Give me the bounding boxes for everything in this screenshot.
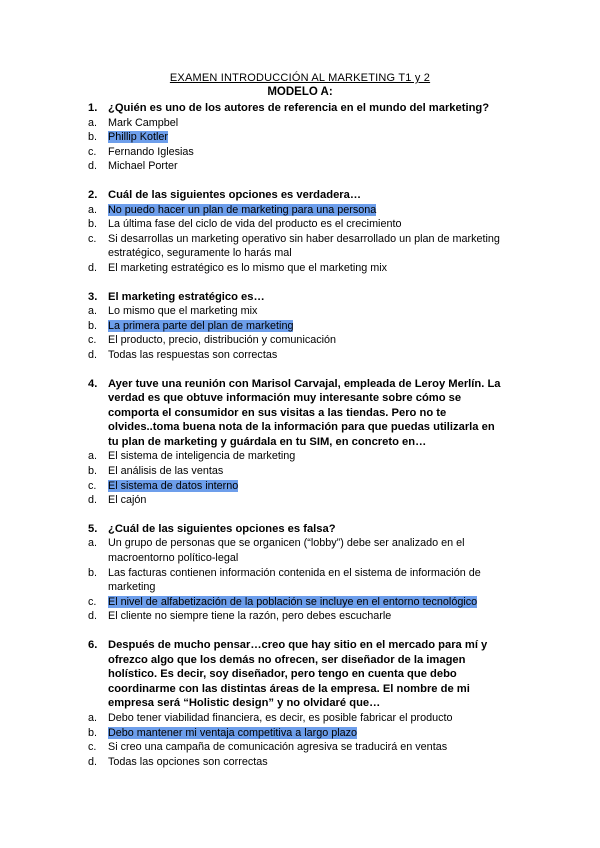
option-text: Un grupo de personas que se organicen (“lobby”) debe ser analizado en el macroentorno político-legal	[108, 537, 465, 565]
option-b-highlighted[interactable]	[88, 726, 508, 741]
option-letter: a.	[88, 450, 98, 463]
option-text: El nivel de alfabetización de la población se incluye en el entorno tecnológico	[108, 595, 478, 608]
option-text: Fernando Iglesias	[108, 145, 194, 158]
question-3	[88, 290, 508, 363]
option-list	[88, 536, 508, 624]
option-c[interactable]	[88, 232, 508, 261]
option-letter: c.	[88, 232, 97, 245]
question-number: 4.	[88, 377, 98, 390]
question-6	[88, 638, 508, 769]
option-letter: d.	[88, 755, 98, 768]
question-number: 6.	[88, 639, 98, 651]
option-letter: c.	[88, 741, 97, 754]
option-text: Todas las respuestas son correctas	[108, 348, 278, 361]
option-letter: a.	[88, 203, 98, 216]
option-a-highlighted[interactable]	[88, 203, 508, 218]
option-letter: d.	[88, 261, 98, 274]
option-list	[88, 203, 508, 276]
option-letter: c.	[88, 479, 97, 492]
option-text: Michael Porter	[108, 160, 178, 173]
option-text: El producto, precio, distribución y comunicación	[108, 334, 337, 347]
option-text: El sistema de datos interno	[108, 479, 239, 492]
option-text: El sistema de inteligencia de marketing	[108, 450, 296, 463]
option-text: El cajón	[108, 494, 147, 507]
option-b[interactable]	[88, 566, 508, 595]
option-d[interactable]	[88, 159, 508, 174]
question-5	[88, 522, 508, 624]
question-stem	[88, 377, 508, 450]
option-letter: b.	[88, 726, 98, 739]
option-letter: a.	[88, 537, 98, 550]
option-text: Si desarrollas un marketing operativo sin haber desarrollado un plan de marketing estratégico, seguramente lo harás mal	[108, 232, 500, 260]
question-text: ¿Cuál de las siguientes opciones es falsa?	[108, 522, 336, 535]
question-text: Ayer tuve una reunión con Marisol Carvajal, empleada de Leroy Merlín. La verdad es que obtuve información muy interesante sobre cómo se comporta el consumidor en sus visitas a las tiendas. Pero no te olvides..toma buena nota de la información para que puedas utilizarla en tu plan de marketing y guárdala en tu SIM, en concreto en…	[108, 377, 501, 448]
option-letter: b.	[88, 465, 98, 478]
option-letter: b.	[88, 131, 98, 144]
option-a[interactable]	[88, 304, 508, 319]
question-stem	[88, 522, 508, 537]
option-text: Mark Campbel	[108, 116, 179, 129]
option-c[interactable]	[88, 333, 508, 348]
option-letter: d.	[88, 494, 98, 507]
option-text: Debo mantener mi ventaja competitiva a largo plazo	[108, 726, 358, 739]
option-c[interactable]	[88, 740, 508, 755]
option-d[interactable]	[88, 755, 508, 770]
option-text: El análisis de las ventas	[108, 465, 224, 478]
option-text: Debo tener viabilidad financiera, es decir, es posible fabricar el producto	[108, 711, 453, 724]
option-letter: c.	[88, 334, 97, 347]
option-a[interactable]	[88, 116, 508, 131]
option-letter: b.	[88, 319, 98, 332]
option-b-highlighted[interactable]	[88, 319, 508, 334]
question-list	[88, 101, 508, 783]
question-number: 5.	[88, 522, 98, 535]
option-a[interactable]	[88, 536, 508, 565]
option-d[interactable]	[88, 348, 508, 363]
question-text: El marketing estratégico es…	[108, 290, 265, 303]
option-d[interactable]	[88, 261, 508, 276]
question-text: Cuál de las siguientes opciones es verdadera…	[108, 188, 362, 201]
option-letter: a.	[88, 711, 98, 724]
option-c-highlighted[interactable]	[88, 595, 508, 610]
option-text: Las facturas contienen información contenida en el sistema de información de marketing	[108, 566, 481, 594]
option-text: Lo mismo que el marketing mix	[108, 305, 258, 318]
question-text: Después de mucho pensar…creo que hay sitio en el mercado para mí y ofrezco algo que los demás no ofrecen, ser diseñador de la imagen holístico. Es decir, soy diseñador, pero tengo en cuenta que debo coordinarme con las distintas áreas de la empresa. El nombre de mi empresa será “Holistic design” y no olvidaré que…	[108, 639, 488, 710]
option-text: La primera parte del plan de marketing	[108, 319, 294, 332]
option-list	[88, 711, 508, 769]
option-text: Si creo una campaña de comunicación agresiva se traducirá en ventas	[108, 741, 448, 754]
question-2	[88, 188, 508, 276]
option-b-highlighted[interactable]	[88, 130, 508, 145]
question-1	[88, 101, 508, 174]
option-text: El cliente no siempre tiene la razón, pero debes escucharle	[108, 610, 392, 623]
exam-title: EXAMEN INTRODUCCIÓN AL MARKETING T1 y 2	[169, 72, 431, 84]
question-stem	[88, 638, 508, 711]
option-letter: b.	[88, 566, 98, 579]
option-a[interactable]	[88, 449, 508, 464]
option-text: El marketing estratégico es lo mismo que el marketing mix	[108, 261, 388, 274]
option-a[interactable]	[88, 711, 508, 726]
question-text: ¿Quién es uno de los autores de referencia en el mundo del marketing?	[108, 102, 490, 114]
option-text: La última fase del ciclo de vida del producto es el crecimiento	[108, 218, 402, 231]
question-number: 2.	[88, 188, 98, 201]
option-letter: c.	[88, 145, 97, 158]
option-letter: d.	[88, 610, 98, 623]
option-c[interactable]	[88, 145, 508, 160]
option-letter: a.	[88, 116, 98, 129]
question-stem	[88, 101, 508, 116]
option-c-highlighted[interactable]	[88, 479, 508, 494]
option-letter: a.	[88, 305, 98, 318]
option-b[interactable]	[88, 464, 508, 479]
exam-model: MODELO A:	[267, 86, 333, 98]
question-number: 3.	[88, 290, 98, 303]
option-list	[88, 449, 508, 507]
option-list	[88, 304, 508, 362]
question-stem	[88, 188, 508, 203]
option-letter: c.	[88, 595, 97, 608]
question-number: 1.	[88, 102, 98, 114]
option-b[interactable]	[88, 217, 508, 232]
option-text: Phillip Kotler	[108, 131, 169, 144]
question-4	[88, 377, 508, 508]
option-letter: d.	[88, 160, 98, 173]
option-list	[88, 116, 508, 174]
option-d[interactable]	[88, 493, 508, 508]
question-stem	[88, 290, 508, 305]
option-d[interactable]	[88, 609, 508, 624]
option-text: No puedo hacer un plan de marketing para una persona	[108, 203, 377, 216]
option-letter: d.	[88, 348, 98, 361]
option-text: Todas las opciones son correctas	[108, 755, 268, 768]
option-letter: b.	[88, 218, 98, 231]
